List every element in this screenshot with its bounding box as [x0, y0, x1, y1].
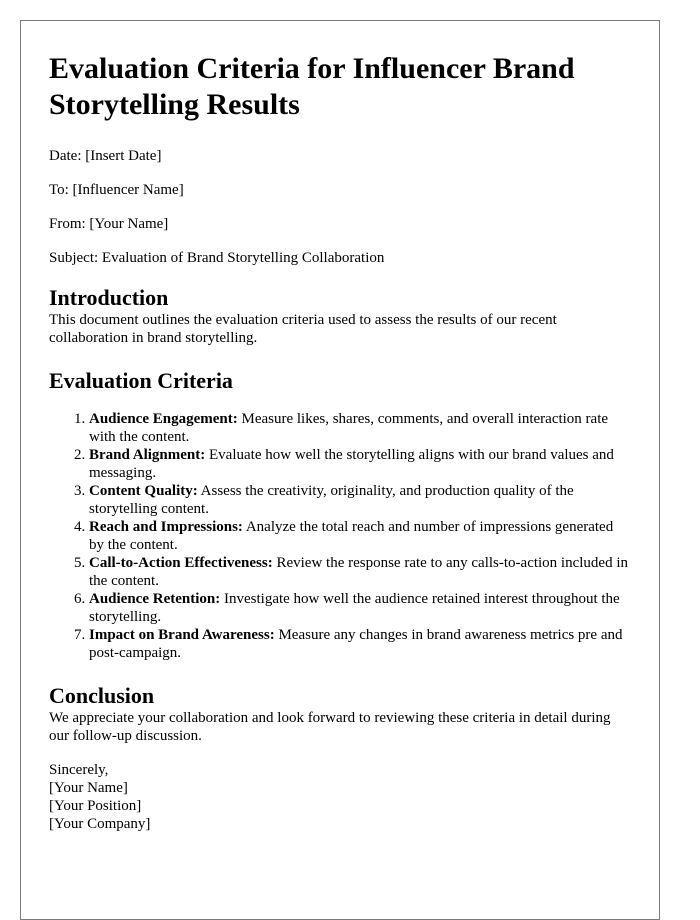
criteria-item	[89, 446, 631, 482]
document-page	[20, 20, 660, 920]
closing-block	[49, 761, 631, 833]
closing-company: [Your Company]	[49, 816, 151, 832]
criteria-item	[89, 626, 631, 662]
criteria-desc: Review the response rate to any calls-to-action included in the content.	[89, 555, 629, 589]
criteria-item	[89, 410, 631, 446]
criteria-term: Brand Alignment:	[89, 447, 206, 463]
conclusion-text: We appreciate your collaboration and look forward to reviewing these criteria in detail during our follow-up discussion.	[49, 710, 611, 744]
criteria-item	[89, 518, 631, 554]
criteria-item	[89, 590, 631, 626]
document-title: Evaluation Criteria for Influencer Brand Storytelling Results	[49, 52, 575, 121]
criteria-term: Content Quality:	[89, 483, 198, 499]
conclusion-heading: Conclusion	[49, 683, 155, 708]
criteria-term: Reach and Impressions:	[89, 519, 243, 535]
to-line: To: [Influencer Name]	[49, 182, 184, 198]
criteria-desc: Evaluate how well the storytelling aligns with our brand values and messaging.	[89, 447, 614, 481]
from-line: From: [Your Name]	[49, 216, 169, 232]
criteria-term: Audience Engagement:	[89, 411, 238, 427]
criteria-heading: Evaluation Criteria	[49, 368, 233, 393]
criteria-item	[89, 482, 631, 518]
criteria-desc: Assess the creativity, originality, and production quality of the storytelling content.	[89, 483, 574, 517]
closing-position: [Your Position]	[49, 798, 142, 814]
criteria-term: Audience Retention:	[89, 591, 221, 607]
criteria-desc: Measure any changes in brand awareness metrics pre and post-campaign.	[89, 627, 623, 661]
criteria-item	[89, 554, 631, 590]
date-line: Date: [Insert Date]	[49, 148, 162, 164]
criteria-desc: Measure likes, shares, comments, and overall interaction rate with the content.	[89, 411, 609, 445]
introduction-heading: Introduction	[49, 285, 169, 310]
closing-name: [Your Name]	[49, 780, 128, 796]
subject-line: Subject: Evaluation of Brand Storytelling Collaboration	[49, 250, 385, 266]
criteria-desc: Investigate how well the audience retained interest throughout the storytelling.	[89, 591, 620, 625]
criteria-term: Call-to-Action Effectiveness:	[89, 555, 273, 571]
closing-salutation: Sincerely,	[49, 762, 109, 778]
introduction-text: This document outlines the evaluation criteria used to assess the results of our recent collaboration in brand storytelling.	[49, 312, 557, 346]
criteria-term: Impact on Brand Awareness:	[89, 627, 275, 643]
criteria-desc: Analyze the total reach and number of impressions generated by the content.	[89, 519, 614, 553]
criteria-list	[49, 410, 631, 662]
